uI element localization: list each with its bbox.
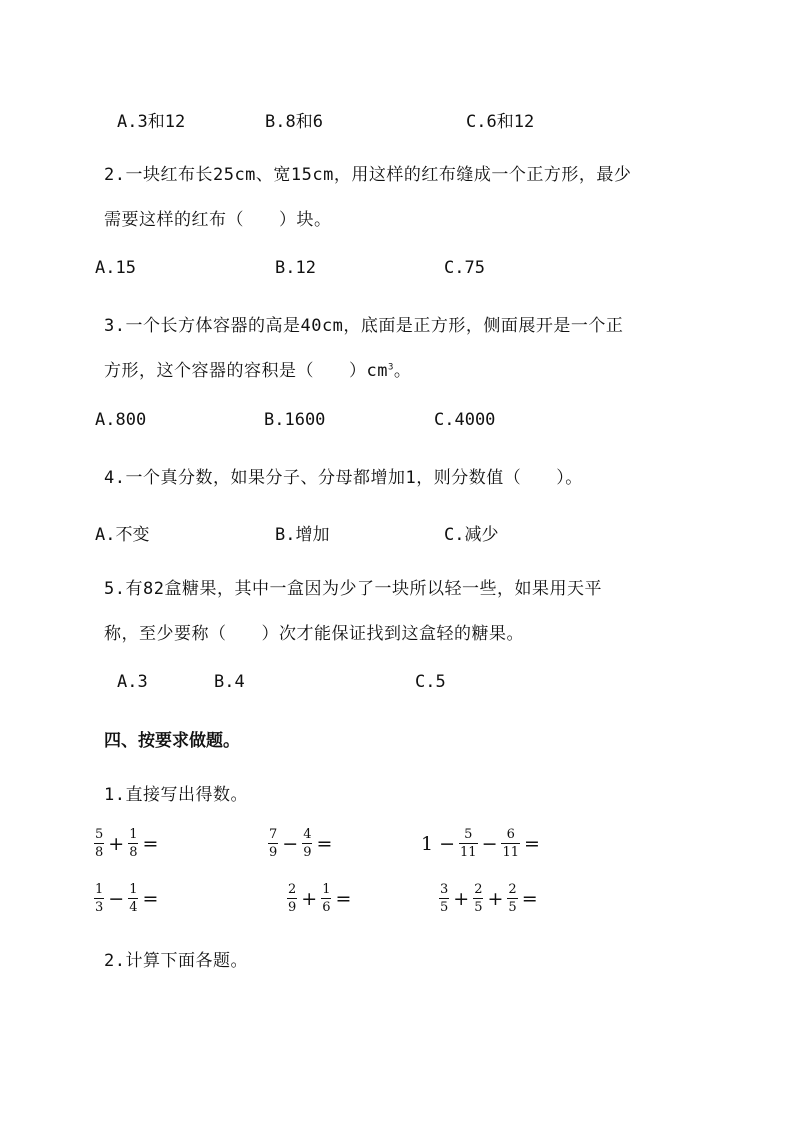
expr-6-frac-c: $\frac{2}{5}$ — [508, 882, 517, 915]
expr-3-whole: 1 — [421, 832, 434, 855]
q4-option-a: A.不变 — [95, 525, 150, 545]
expr-6-frac-a: $\frac{3}{5}$ — [440, 882, 449, 915]
expr-4-frac-a: $\frac{1}{3}$ — [95, 882, 104, 915]
expr-4-frac-b: $\frac{1}{4}$ — [129, 882, 138, 915]
expr-2-frac-a: $\frac{7}{9}$ — [269, 827, 278, 860]
expr-2-frac-b: $\frac{4}{9}$ — [303, 827, 312, 860]
section-4-sub2: 2.计算下面各题。 — [104, 951, 248, 971]
q2-text-line2: 需要这样的红布（ ）块。 — [104, 210, 332, 230]
expr-3-op2: − — [481, 832, 498, 855]
expr-1-frac-b: $\frac{1}{8}$ — [129, 827, 138, 860]
expr-4 — [92, 883, 160, 914]
expr-4-op: − — [108, 887, 125, 910]
q1-option-a: A.3和12 — [117, 112, 186, 132]
q2-option-a: A.15 — [95, 258, 136, 278]
expr-6-op1: + — [453, 887, 470, 910]
q5-option-c: C.5 — [415, 672, 446, 692]
q1-option-c: C.6和12 — [466, 112, 535, 132]
q5-option-a: A.3 — [117, 672, 148, 692]
q2-text-line1: 2.一块红布长25cm、宽15cm，用这样的红布缝成一个正方形，最少 — [104, 165, 632, 185]
q2-option-c: C.75 — [444, 258, 485, 278]
section-4-sub1: 1.直接写出得数。 — [104, 785, 248, 805]
q5-option-b: B.4 — [214, 672, 245, 692]
q3-text-line2 — [104, 356, 411, 381]
expr-3-equals: = — [524, 832, 540, 855]
expr-6 — [437, 883, 540, 914]
expr-5 — [285, 883, 353, 914]
expr-5-equals: = — [335, 887, 352, 910]
expr-1-op: + — [108, 832, 125, 855]
q2-option-b: B.12 — [275, 258, 316, 278]
q4-text-line1: 4.一个真分数，如果分子、分母都增加1，则分数值（ ）。 — [104, 468, 583, 488]
expr-5-op: + — [301, 887, 318, 910]
q3-cubic-exponent: 3 — [387, 362, 394, 373]
expr-4-equals: = — [142, 887, 159, 910]
expr-1-frac-a: $\frac{5}{8}$ — [95, 827, 104, 860]
q1-option-b: B.8和6 — [265, 112, 323, 132]
q4-option-b: B.增加 — [275, 525, 330, 545]
expr-3-op1: − — [439, 832, 456, 855]
expr-3 — [421, 828, 542, 859]
q3-text-line1: 3.一个长方体容器的高是40cm，底面是正方形，侧面展开是一个正 — [104, 316, 624, 336]
expr-6-equals: = — [521, 887, 538, 910]
expr-6-op2: + — [487, 887, 504, 910]
q3-option-c: C.4000 — [434, 410, 496, 430]
expr-3-frac-b: $\frac{6}{11}$ — [502, 827, 520, 860]
expr-5-frac-b: $\frac{1}{6}$ — [322, 882, 331, 915]
section-4-heading: 四、按要求做题。 — [104, 731, 240, 751]
expr-3-frac-a: $\frac{5}{11}$ — [460, 827, 477, 860]
expr-2 — [266, 828, 334, 859]
expr-1-equals: = — [142, 832, 159, 855]
q3-option-a: A.800 — [95, 410, 147, 430]
expr-1 — [92, 828, 160, 859]
q3-line2-main: 方形，这个容器的容积是（ ）cm — [104, 361, 388, 381]
q4-option-c: C.减少 — [444, 525, 499, 545]
expr-6-frac-b: $\frac{2}{5}$ — [474, 882, 483, 915]
expr-2-equals: = — [316, 832, 333, 855]
expr-5-frac-a: $\frac{2}{9}$ — [288, 882, 297, 915]
q5-text-line2: 称，至少要称（ ）次才能保证找到这盒轻的糖果。 — [104, 624, 524, 644]
q3-option-b: B.1600 — [264, 410, 326, 430]
expr-2-op: − — [282, 832, 299, 855]
q5-text-line1: 5.有82盒糖果，其中一盒因为少了一块所以轻一些，如果用天平 — [104, 579, 602, 599]
q3-line2-end: 。 — [393, 361, 412, 381]
